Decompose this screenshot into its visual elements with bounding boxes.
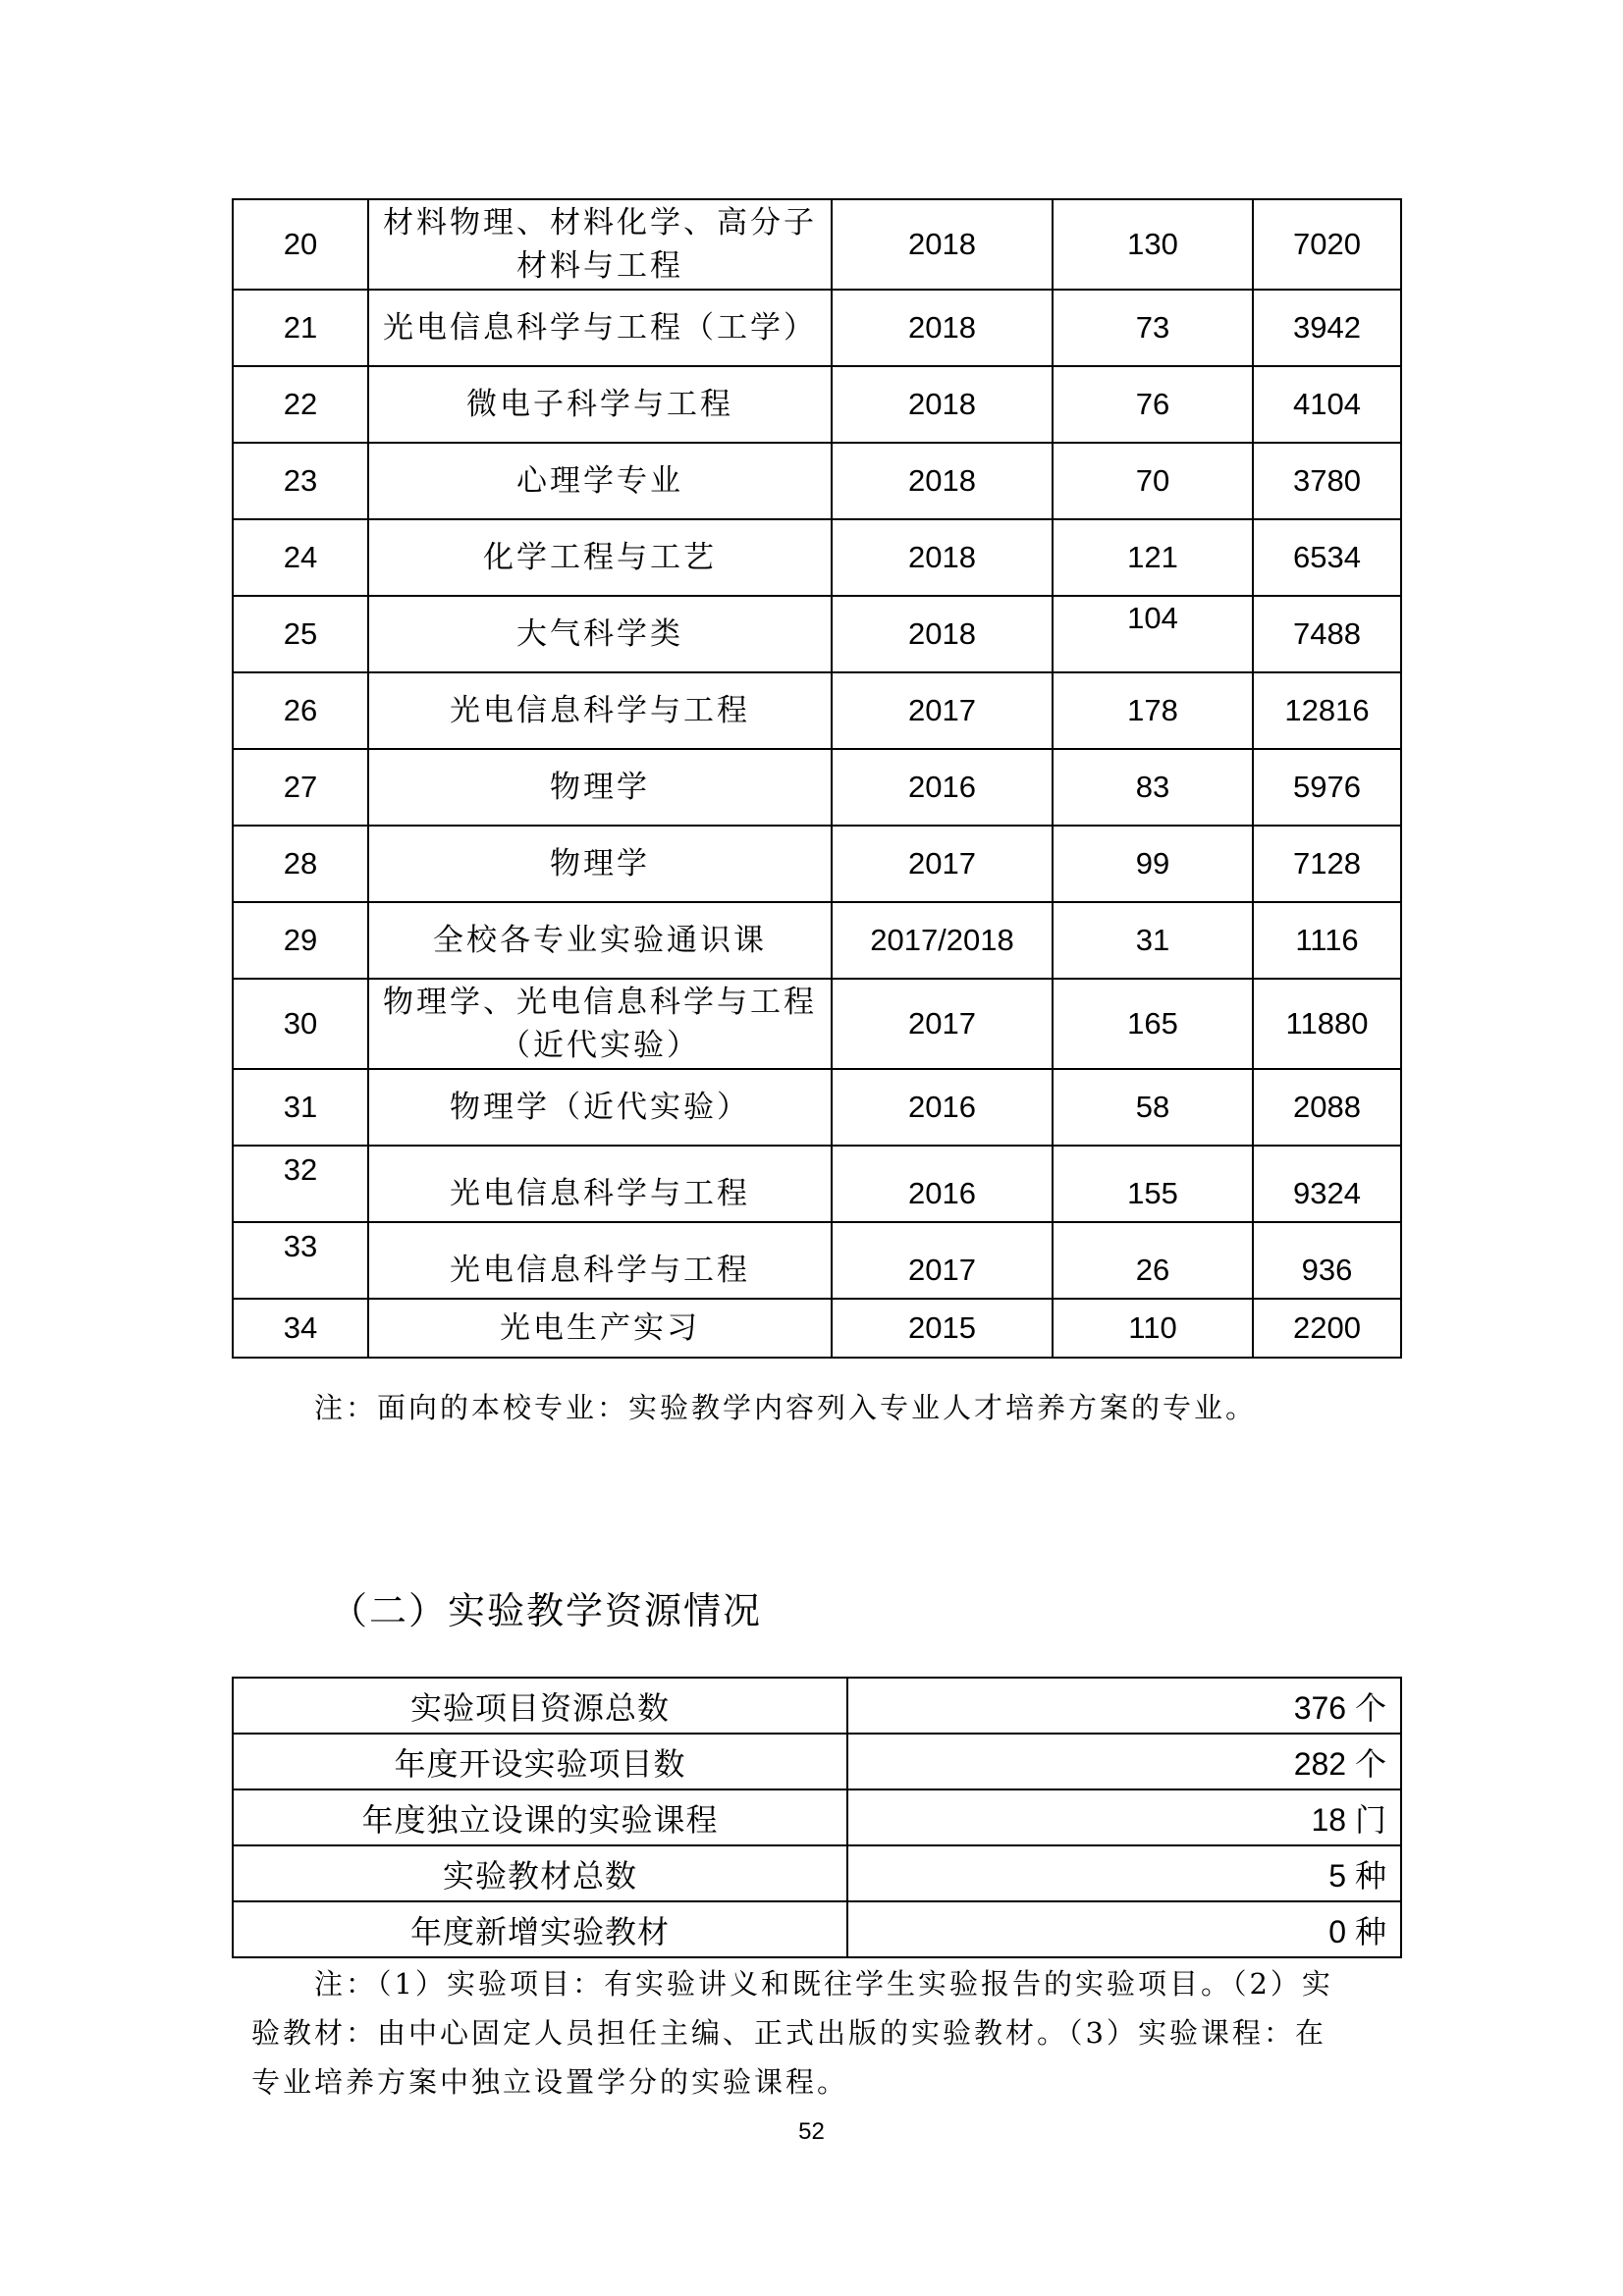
table-row [233, 1789, 1401, 1845]
year-cell: 2018 [832, 199, 1053, 290]
table-row [233, 596, 1401, 672]
students-cell [1053, 596, 1253, 672]
resource-label: 实验项目资源总数 [233, 1678, 847, 1734]
hours-cell: 6534 [1253, 519, 1401, 596]
row-number: 20 [233, 199, 368, 290]
row-number: 28 [233, 826, 368, 902]
row-number [233, 1222, 368, 1299]
note-line: 验教材：由中心固定人员担任主编、正式出版的实验教材。（3）实验课程：在 [251, 2016, 1326, 2050]
year-cell: 2018 [832, 290, 1053, 366]
students-cell: 70 [1053, 443, 1253, 519]
major-cell: 化学工程与工艺 [368, 519, 832, 596]
hours-cell [1253, 1146, 1401, 1222]
row-number: 27 [233, 749, 368, 826]
row-number [233, 1146, 368, 1222]
table-note: 注：面向的本校专业：实验教学内容列入专业人才培养方案的专业。 [314, 1391, 1258, 1424]
major-cell: 微电子科学与工程 [368, 366, 832, 443]
students-value: 155 [1127, 1176, 1178, 1210]
students-value: 104 [1127, 601, 1178, 635]
major-line: （近代实验） [500, 1028, 700, 1063]
resource-label: 年度独立设课的实验课程 [233, 1789, 847, 1845]
year-cell: 2017 [832, 672, 1053, 749]
row-number: 25 [233, 596, 368, 672]
students-cell: 76 [1053, 366, 1253, 443]
hours-value: 9324 [1293, 1176, 1361, 1210]
students-cell: 121 [1053, 519, 1253, 596]
hours-value: 936 [1301, 1253, 1353, 1287]
row-number: 26 [233, 672, 368, 749]
majors-table [232, 198, 1402, 1359]
hours-cell: 2088 [1253, 1069, 1401, 1146]
hours-cell: 12816 [1253, 672, 1401, 749]
note-line: 注：（1）实验项目：有实验讲义和既往学生实验报告的实验项目。（2）实 [314, 1967, 1333, 2001]
students-cell [1053, 1222, 1253, 1299]
table-row [233, 1845, 1401, 1901]
section-heading: （二）实验教学资源情况 [330, 1589, 763, 1632]
students-cell: 83 [1053, 749, 1253, 826]
resource-label: 年度开设实验项目数 [233, 1734, 847, 1789]
hours-cell: 7020 [1253, 199, 1401, 290]
students-cell: 99 [1053, 826, 1253, 902]
table-row [233, 1069, 1401, 1146]
row-number-value: 33 [283, 1229, 318, 1263]
table-row [233, 366, 1401, 443]
table-row [233, 1678, 1401, 1734]
hours-cell: 7128 [1253, 826, 1401, 902]
table-row [233, 979, 1401, 1069]
table-row [233, 1901, 1401, 1957]
table-row [233, 519, 1401, 596]
hours-cell: 3942 [1253, 290, 1401, 366]
students-cell: 130 [1053, 199, 1253, 290]
row-number: 30 [233, 979, 368, 1069]
major-value: 光电信息科学与工程 [450, 1176, 750, 1211]
resources-table [232, 1677, 1402, 1958]
year-cell: 2017/2018 [832, 902, 1053, 979]
row-number-value: 32 [283, 1152, 318, 1187]
note-line: 专业培养方案中独立设置学分的实验课程。 [251, 2065, 849, 2099]
major-cell: 物理学 [368, 749, 832, 826]
hours-cell [1253, 1222, 1401, 1299]
major-cell: 物理学 [368, 826, 832, 902]
hours-cell: 3780 [1253, 443, 1401, 519]
hours-cell: 5976 [1253, 749, 1401, 826]
table-row [233, 1222, 1401, 1299]
row-number: 29 [233, 902, 368, 979]
major-value: 光电信息科学与工程 [450, 1253, 750, 1288]
table-row [233, 443, 1401, 519]
resource-label: 年度新增实验教材 [233, 1901, 847, 1957]
hours-cell: 7488 [1253, 596, 1401, 672]
resource-value: 0 种 [847, 1901, 1401, 1957]
major-cell: 光电信息科学与工程 [368, 672, 832, 749]
row-number: 31 [233, 1069, 368, 1146]
students-cell: 110 [1053, 1299, 1253, 1358]
year-cell: 2016 [832, 749, 1053, 826]
hours-cell: 4104 [1253, 366, 1401, 443]
major-cell: 物理学（近代实验） [368, 1069, 832, 1146]
major-line: 材料物理、材料化学、高分子 [383, 205, 817, 240]
major-cell: 大气科学类 [368, 596, 832, 672]
hours-cell: 11880 [1253, 979, 1401, 1069]
hours-cell: 2200 [1253, 1299, 1401, 1358]
year-cell: 2018 [832, 519, 1053, 596]
row-number: 24 [233, 519, 368, 596]
table-row [233, 1299, 1401, 1358]
year-cell [832, 1222, 1053, 1299]
major-cell [368, 199, 832, 290]
resources-note [251, 1959, 1390, 2107]
students-cell [1053, 1146, 1253, 1222]
major-cell [368, 979, 832, 1069]
major-line: 物理学、光电信息科学与工程 [383, 985, 817, 1020]
table-row [233, 1734, 1401, 1789]
year-cell: 2015 [832, 1299, 1053, 1358]
students-cell: 165 [1053, 979, 1253, 1069]
major-cell: 心理学专业 [368, 443, 832, 519]
row-number: 34 [233, 1299, 368, 1358]
students-value: 26 [1135, 1253, 1170, 1287]
resource-label: 实验教材总数 [233, 1845, 847, 1901]
year-cell: 2018 [832, 596, 1053, 672]
students-cell: 178 [1053, 672, 1253, 749]
table-row [233, 902, 1401, 979]
students-cell: 31 [1053, 902, 1253, 979]
table-row [233, 826, 1401, 902]
students-cell: 73 [1053, 290, 1253, 366]
table-row [233, 199, 1401, 290]
row-number: 21 [233, 290, 368, 366]
table-row [233, 749, 1401, 826]
row-number: 22 [233, 366, 368, 443]
major-cell [368, 1146, 832, 1222]
table-row [233, 290, 1401, 366]
table-row [233, 1146, 1401, 1222]
page-number: 52 [798, 2118, 825, 2145]
major-cell: 全校各专业实验通识课 [368, 902, 832, 979]
major-cell: 光电信息科学与工程（工学） [368, 290, 832, 366]
resource-value: 282 个 [847, 1734, 1401, 1789]
table-row [233, 672, 1401, 749]
major-line: 材料与工程 [516, 248, 683, 284]
year-cell: 2017 [832, 826, 1053, 902]
students-cell: 58 [1053, 1069, 1253, 1146]
year-value: 2017 [908, 1253, 976, 1287]
year-cell: 2018 [832, 443, 1053, 519]
hours-cell: 1116 [1253, 902, 1401, 979]
year-cell: 2016 [832, 1069, 1053, 1146]
major-cell: 光电生产实习 [368, 1299, 832, 1358]
resource-value: 18 门 [847, 1789, 1401, 1845]
major-cell [368, 1222, 832, 1299]
resource-value: 5 种 [847, 1845, 1401, 1901]
year-cell [832, 1146, 1053, 1222]
year-value: 2016 [908, 1176, 976, 1210]
year-cell: 2017 [832, 979, 1053, 1069]
resource-value: 376 个 [847, 1678, 1401, 1734]
year-cell: 2018 [832, 366, 1053, 443]
row-number: 23 [233, 443, 368, 519]
